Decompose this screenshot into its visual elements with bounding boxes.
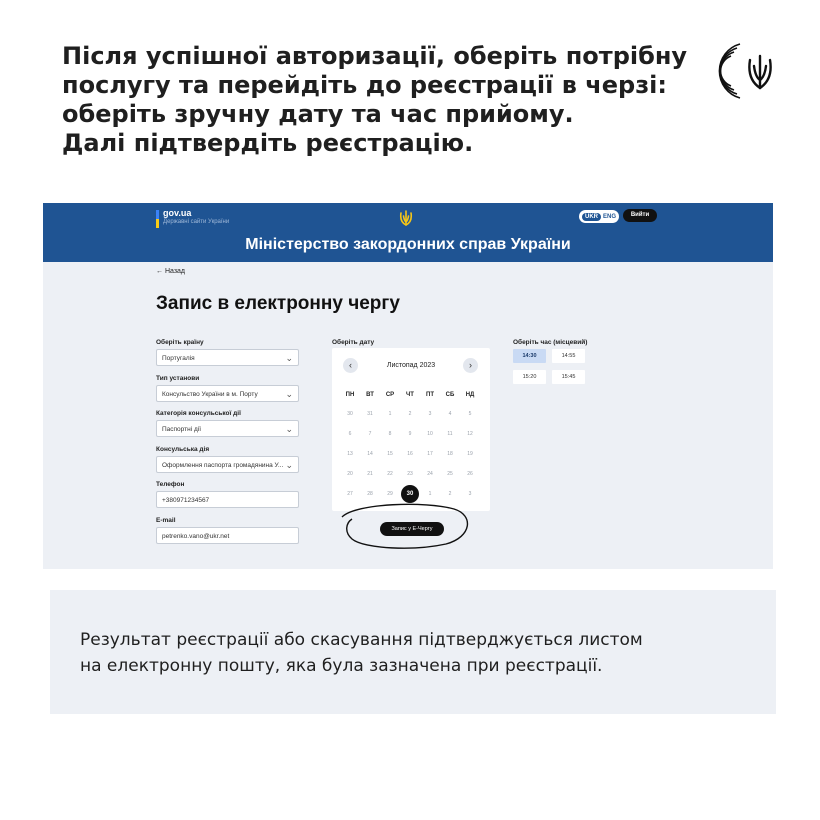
calendar-day[interactable]: 28 — [367, 491, 373, 497]
calendar-day[interactable]: 26 — [467, 471, 473, 477]
institution-label: Тип установи — [156, 375, 200, 382]
ministry-trident-logo — [718, 38, 778, 104]
lang-eng[interactable]: ENG — [603, 213, 617, 220]
ministry-title: Міністерство закордонних справ України — [245, 236, 571, 253]
calendar-day[interactable]: 18 — [447, 451, 453, 457]
calendar-day[interactable]: 29 — [387, 491, 393, 497]
weekday-header: ПН — [345, 392, 355, 398]
calendar-day[interactable]: 24 — [427, 471, 433, 477]
instruction-line: Далі підтвердіть реєстрацію. — [62, 129, 474, 157]
institution-value: Консульство України в м. Порту — [162, 391, 258, 398]
calendar-day[interactable]: 19 — [467, 451, 473, 457]
site-header — [43, 203, 773, 262]
trident-icon — [399, 210, 413, 228]
calendar-day[interactable]: 25 — [447, 471, 453, 477]
calendar-day[interactable]: 6 — [348, 431, 352, 437]
calendar-day[interactable]: 17 — [427, 451, 433, 457]
calendar-month: Листопад 2023 — [386, 362, 436, 369]
gov-ua-logo[interactable] — [156, 208, 229, 228]
calendar-day[interactable]: 21 — [367, 471, 373, 477]
weekday-header: СР — [385, 392, 395, 398]
category-value: Паспортні дії — [162, 426, 202, 433]
weekday-header: ВТ — [366, 392, 374, 398]
calendar-day[interactable]: 15 — [387, 451, 393, 457]
weekday-header: НД — [465, 392, 475, 398]
note-line: на електронну пошту, яка була зазначена при реєстрації. — [80, 656, 603, 676]
calendar-day[interactable]: 22 — [387, 471, 393, 477]
flag-icon — [156, 210, 159, 228]
chevron-left-icon[interactable]: ‹ — [343, 358, 358, 373]
calendar-day[interactable]: 2 — [448, 491, 452, 497]
chevron-right-icon[interactable]: › — [463, 358, 478, 373]
email-value: petrenko.vano@ukr.net — [162, 533, 230, 540]
time-slot[interactable]: 15:20 — [513, 370, 546, 384]
instruction-heading — [62, 42, 688, 158]
country-select[interactable] — [156, 349, 299, 366]
gov-ua-subtitle: Державні сайти України — [163, 219, 230, 225]
calendar-day[interactable]: 3 — [468, 491, 472, 497]
calendar-day[interactable]: 12 — [467, 431, 473, 437]
selected-day[interactable]: 30 — [401, 485, 419, 503]
weekday-header: ЧТ — [406, 392, 414, 398]
chevron-down-icon: ⌄ — [285, 460, 293, 470]
calendar-day[interactable]: 11 — [447, 431, 453, 437]
time-slot[interactable]: 14:30 — [513, 349, 546, 363]
calendar-day[interactable]: 30 — [347, 411, 353, 417]
weekday-header: ПТ — [426, 392, 434, 398]
calendar-day[interactable]: 13 — [347, 451, 353, 457]
calendar-day[interactable]: 31 — [367, 411, 373, 417]
chevron-down-icon: ⌄ — [285, 353, 293, 363]
weekday-header: СБ — [445, 392, 455, 398]
instruction-line: Після успішної авторизації, оберіть потрібну — [62, 42, 688, 70]
gov-ua-name: gov.ua — [163, 208, 192, 218]
calendar-day[interactable]: 7 — [368, 431, 372, 437]
date-calendar — [332, 348, 490, 511]
exit-button[interactable]: Вийти — [623, 209, 657, 222]
calendar-day[interactable]: 27 — [347, 491, 353, 497]
calendar-day[interactable]: 10 — [427, 431, 433, 437]
calendar-day[interactable]: 14 — [367, 451, 373, 457]
email-input[interactable] — [156, 527, 299, 544]
email-label: E-mail — [156, 517, 176, 524]
category-label: Категорія консульської дії — [156, 410, 241, 417]
time-label: Оберіть час (місцевий) — [513, 339, 588, 346]
lang-ukr[interactable]: UKR — [582, 213, 601, 221]
chevron-down-icon: ⌄ — [285, 389, 293, 399]
action-value: Оформлення паспорта громадянина У... — [162, 462, 284, 469]
calendar-day[interactable]: 2 — [408, 411, 412, 417]
phone-input[interactable] — [156, 491, 299, 508]
calendar-day[interactable]: 23 — [407, 471, 413, 477]
phone-label: Телефон — [156, 481, 185, 488]
instruction-line: послугу та перейдіть до реєстрації в черзі: — [62, 71, 667, 99]
note-line: Результат реєстрації або скасування підтверджується листом — [80, 630, 643, 650]
country-value: Португалія — [162, 355, 195, 362]
calendar-day[interactable]: 1 — [428, 491, 432, 497]
action-label: Консульська дія — [156, 446, 210, 453]
calendar-day[interactable]: 4 — [448, 411, 452, 417]
calendar-day[interactable]: 9 — [408, 431, 412, 437]
category-select[interactable] — [156, 420, 299, 437]
phone-value: +380971234567 — [162, 497, 210, 504]
note-text — [80, 627, 643, 679]
calendar-day[interactable]: 3 — [428, 411, 432, 417]
calendar-day[interactable]: 8 — [388, 431, 392, 437]
country-label: Оберіть країну — [156, 339, 204, 346]
time-slot[interactable]: 15:45 — [552, 370, 585, 384]
result-note — [50, 590, 776, 714]
calendar-day[interactable]: 16 — [407, 451, 413, 457]
action-select[interactable] — [156, 456, 299, 473]
institution-select[interactable] — [156, 385, 299, 402]
queue-submit-button[interactable]: Запис у Е-Чергу — [380, 522, 444, 536]
language-switch[interactable] — [579, 210, 619, 223]
calendar-day[interactable]: 1 — [388, 411, 392, 417]
time-slot[interactable]: 14:55 — [552, 349, 585, 363]
chevron-down-icon: ⌄ — [285, 424, 293, 434]
instruction-line: оберіть зручну дату та час прийому. — [62, 100, 574, 128]
calendar-day[interactable]: 5 — [468, 411, 472, 417]
date-label: Оберіть дату — [332, 339, 375, 346]
calendar-day[interactable]: 20 — [347, 471, 353, 477]
back-link[interactable]: ← Назад — [156, 268, 186, 275]
page-title: Запис в електронну чергу — [156, 293, 400, 314]
website-screenshot — [43, 203, 773, 569]
